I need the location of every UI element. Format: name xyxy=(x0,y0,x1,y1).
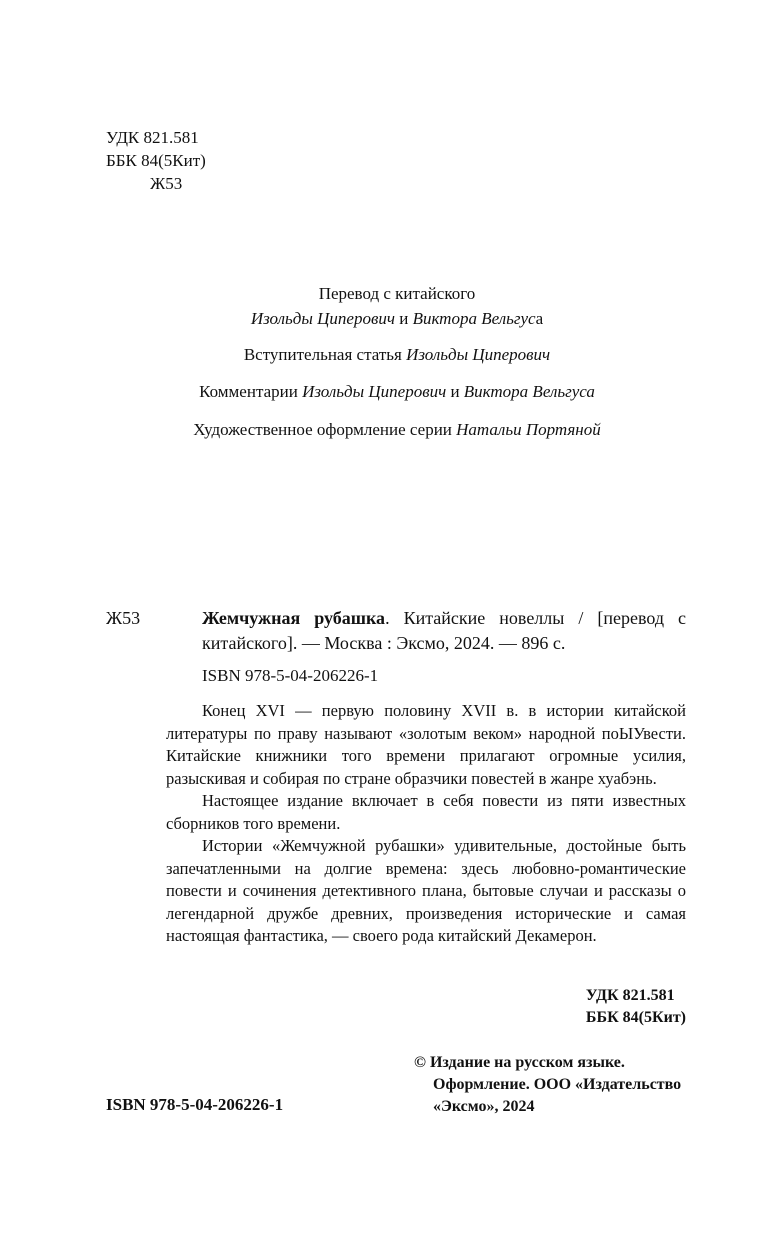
footer-bbk: ББК 84(5Кит) xyxy=(585,1009,686,1026)
bbk-code: ББК 84(5Кит) xyxy=(106,151,206,170)
author-mark: Ж53 xyxy=(150,174,183,193)
comments-label: Комментарии xyxy=(199,382,298,401)
translation-credit xyxy=(100,284,694,304)
udk-code: УДК 821.581 xyxy=(106,128,199,147)
comments-conjunction: и xyxy=(450,382,460,401)
copyright-block xyxy=(414,1052,704,1118)
comments-author-2: Виктора Вельгуса xyxy=(463,382,595,401)
copyright-line-3: «Эксмо», 2024 xyxy=(433,1098,535,1115)
conjunction: и xyxy=(399,309,409,328)
comments-author-1: Изольды Циперович xyxy=(302,382,447,401)
bibliographic-code: Ж53 xyxy=(106,608,141,628)
isbn-record: ISBN 978-5-04-206226-1 xyxy=(202,666,379,685)
intro-credit xyxy=(100,345,694,365)
translation-prefix: Перевод с китайского xyxy=(318,284,476,303)
design-credit xyxy=(100,420,694,440)
translator-2-ending: а xyxy=(535,309,544,328)
design-author: Натальи Портяной xyxy=(456,420,601,439)
intro-label: Вступительная статья xyxy=(243,345,402,364)
abstract-paragraph-1: Конец XVI — первую половину XVII в. в истории китайской литературы по праву называют «золотым веком» народной поЫУвести. Китайские книжники того времени прилагают огромные усилия, разыскивая и собирая по стране образчики повестей в жанре хуабэнь. xyxy=(166,701,686,788)
footer-codes xyxy=(586,985,686,1029)
translator-2: Виктора Вельгус xyxy=(412,309,536,328)
book-description: . Китайские новеллы / [перевод с китайского]. — Москва : Эксмо, 2024. — 896 с. xyxy=(202,608,687,653)
classification-block xyxy=(106,126,206,195)
translators-line xyxy=(100,309,694,329)
footer-udk: УДК 821.581 xyxy=(585,987,675,1004)
book-title: Жемчужная рубашка xyxy=(202,608,386,628)
translator-1: Изольды Циперович xyxy=(250,309,395,328)
abstract-paragraph-3: Истории «Жемчужной рубашки» удивительные, достойные быть запечатленными на долгие времена: здесь любовно-романтические повести и сочинения детективного плана, бытовые случаи и рассказы о легендарной дружбе древних, произведения исторические и самая настоящая фантастика, — своего рода китайский Декамерон. xyxy=(166,836,686,945)
intro-author: Изольды Циперович xyxy=(406,345,551,364)
isbn-footer: ISBN 978-5-04-206226-1 xyxy=(106,1095,284,1114)
comments-credit xyxy=(100,382,694,402)
design-label: Художественное оформление серии xyxy=(193,420,452,439)
copyright-line-2: Оформление. ООО «Издательство xyxy=(433,1076,682,1093)
abstract xyxy=(166,700,686,948)
copyright-line-1: © Издание на русском языке. xyxy=(414,1054,625,1071)
bibliographic-description xyxy=(202,606,686,656)
abstract-paragraph-2: Настоящее издание включает в себя повести из пяти известных сборников того времени. xyxy=(166,791,686,833)
